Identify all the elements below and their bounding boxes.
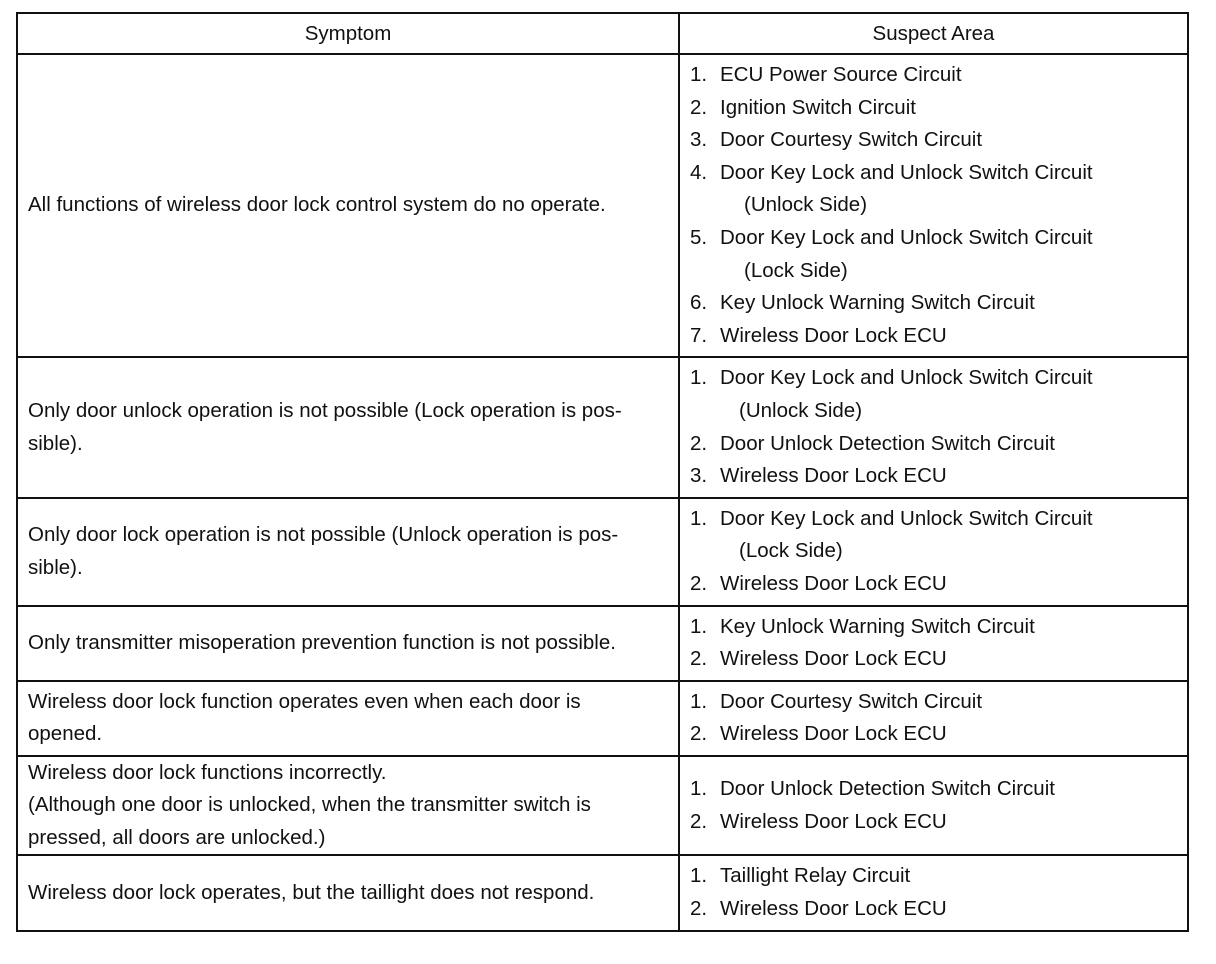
troubleshooting-table [16, 12, 1189, 932]
symptom-line: Wireless door lock functions incorrectly. [28, 760, 387, 784]
suspect-item-text: ECU Power Source Circuit [720, 63, 962, 86]
table-row [17, 498, 1188, 606]
table-row [17, 606, 1188, 681]
suspect-item-text: Door Unlock Detection Switch Circuit [720, 777, 1055, 801]
suspect-item-number: 4. [690, 160, 708, 184]
suspect-item-number: 7. [690, 323, 708, 347]
suspect-item [690, 503, 1179, 568]
suspect-item-text: Door Unlock Detection Switch Circuit [720, 431, 1055, 455]
suspect-item-number: 5. [690, 225, 708, 249]
suspect-item-number: 1. [690, 366, 708, 390]
suspect-item-text: Taillight Relay Circuit [720, 864, 911, 888]
symptom-line: Only transmitter misoperation prevention function is not possible. [28, 630, 616, 654]
symptom-header: Symptom [17, 13, 679, 54]
suspect-item [690, 806, 1179, 839]
suspect-item-text: Door Key Lock and Unlock Switch Circuit [720, 506, 1093, 530]
suspect-item-number: 6. [690, 291, 708, 315]
suspect-item-number: 2. [690, 95, 708, 119]
symptom-line: sible). [28, 555, 83, 579]
suspect-item-text: Key Unlock Warning Switch Circuit [720, 291, 1035, 315]
suspect-item-number: 1. [690, 864, 708, 888]
suspect-item-number: 2. [690, 896, 708, 920]
suspect-item [690, 428, 1179, 461]
suspect-area-cell [679, 681, 1188, 756]
table-row [17, 756, 1188, 856]
symptom-cell [17, 606, 679, 681]
symptom-cell [17, 855, 679, 930]
table-row [17, 855, 1188, 930]
suspect-item-number: 2. [690, 431, 708, 455]
table-row [17, 681, 1188, 756]
suspect-item-number: 2. [690, 722, 708, 746]
suspect-area-cell [679, 357, 1188, 497]
symptom-line: Only door lock operation is not possible (Unlock operation is pos- [28, 523, 619, 547]
suspect-item-number: 1. [690, 506, 708, 530]
symptom-line: opened. [28, 722, 103, 746]
suspect-item-text: Ignition Switch Circuit [720, 95, 916, 119]
symptom-cell [17, 498, 679, 606]
suspect-item-continuation: (Unlock Side) [744, 193, 868, 217]
suspect-item [690, 718, 1179, 751]
suspect-item [690, 860, 1179, 893]
suspect-item-text: Door Key Lock and Unlock Switch Circuit [720, 160, 1093, 184]
suspect-item-number: 1. [690, 63, 708, 86]
suspect-item-text: Door Courtesy Switch Circuit [720, 128, 983, 152]
suspect-area-cell [679, 606, 1188, 681]
suspect-item [690, 773, 1179, 806]
suspect-item-text: Door Courtesy Switch Circuit [720, 689, 983, 713]
suspect-item-number: 1. [690, 689, 708, 713]
suspect-item-text: Door Key Lock and Unlock Switch Circuit [720, 366, 1093, 390]
suspect-item-text: Wireless Door Lock ECU [720, 809, 947, 833]
suspect-item [690, 568, 1179, 601]
suspect-area-header: Suspect Area [679, 13, 1188, 54]
suspect-item-number: 1. [690, 614, 708, 638]
suspect-item-number: 3. [690, 128, 708, 152]
header-row [17, 13, 1188, 54]
suspect-item-continuation: (Lock Side) [739, 539, 843, 563]
symptom-cell [17, 756, 679, 856]
suspect-item-text: Key Unlock Warning Switch Circuit [720, 614, 1035, 638]
suspect-item [690, 893, 1179, 926]
suspect-item-text: Wireless Door Lock ECU [720, 323, 947, 347]
symptom-line: sible). [28, 431, 83, 455]
suspect-item [690, 362, 1179, 427]
symptom-line: All functions of wireless door lock control system do no operate. [28, 193, 606, 217]
symptom-line: Wireless door lock function operates even when each door is [28, 689, 581, 713]
suspect-item-number: 2. [690, 571, 708, 595]
suspect-item-text: Wireless Door Lock ECU [720, 464, 947, 488]
suspect-item-number: 3. [690, 464, 708, 488]
suspect-item-continuation: (Unlock Side) [739, 398, 863, 422]
symptom-cell [17, 54, 679, 357]
suspect-item [690, 92, 1179, 125]
suspect-item-text: Wireless Door Lock ECU [720, 722, 947, 746]
suspect-item-number: 1. [690, 777, 708, 801]
suspect-item [690, 643, 1179, 676]
table-row [17, 54, 1188, 357]
suspect-item-continuation: (Lock Side) [744, 258, 848, 282]
suspect-item [690, 124, 1179, 157]
suspect-item [690, 157, 1179, 222]
suspect-item [690, 287, 1179, 320]
symptom-line: (Although one door is unlocked, when the transmitter switch is [28, 793, 591, 817]
symptom-line: Only door unlock operation is not possible (Lock operation is pos- [28, 399, 622, 423]
suspect-item-text: Door Key Lock and Unlock Switch Circuit [720, 225, 1093, 249]
suspect-item-text: Wireless Door Lock ECU [720, 896, 947, 920]
suspect-area-cell [679, 498, 1188, 606]
suspect-item [690, 686, 1179, 719]
symptom-line: pressed, all doors are unlocked.) [28, 825, 326, 849]
suspect-item [690, 222, 1179, 287]
suspect-area-cell [679, 855, 1188, 930]
suspect-item [690, 460, 1179, 493]
suspect-item [690, 59, 1179, 92]
suspect-item-text: Wireless Door Lock ECU [720, 647, 947, 671]
suspect-area-cell [679, 54, 1188, 357]
suspect-item-text: Wireless Door Lock ECU [720, 571, 947, 595]
suspect-item [690, 320, 1179, 353]
table-row [17, 357, 1188, 497]
table-body [17, 54, 1188, 931]
suspect-item-number: 2. [690, 809, 708, 833]
symptom-line: Wireless door lock operates, but the taillight does not respond. [28, 880, 595, 904]
suspect-area-cell [679, 756, 1188, 856]
suspect-item-number: 2. [690, 647, 708, 671]
symptom-cell [17, 681, 679, 756]
suspect-item [690, 611, 1179, 644]
symptom-cell [17, 357, 679, 497]
